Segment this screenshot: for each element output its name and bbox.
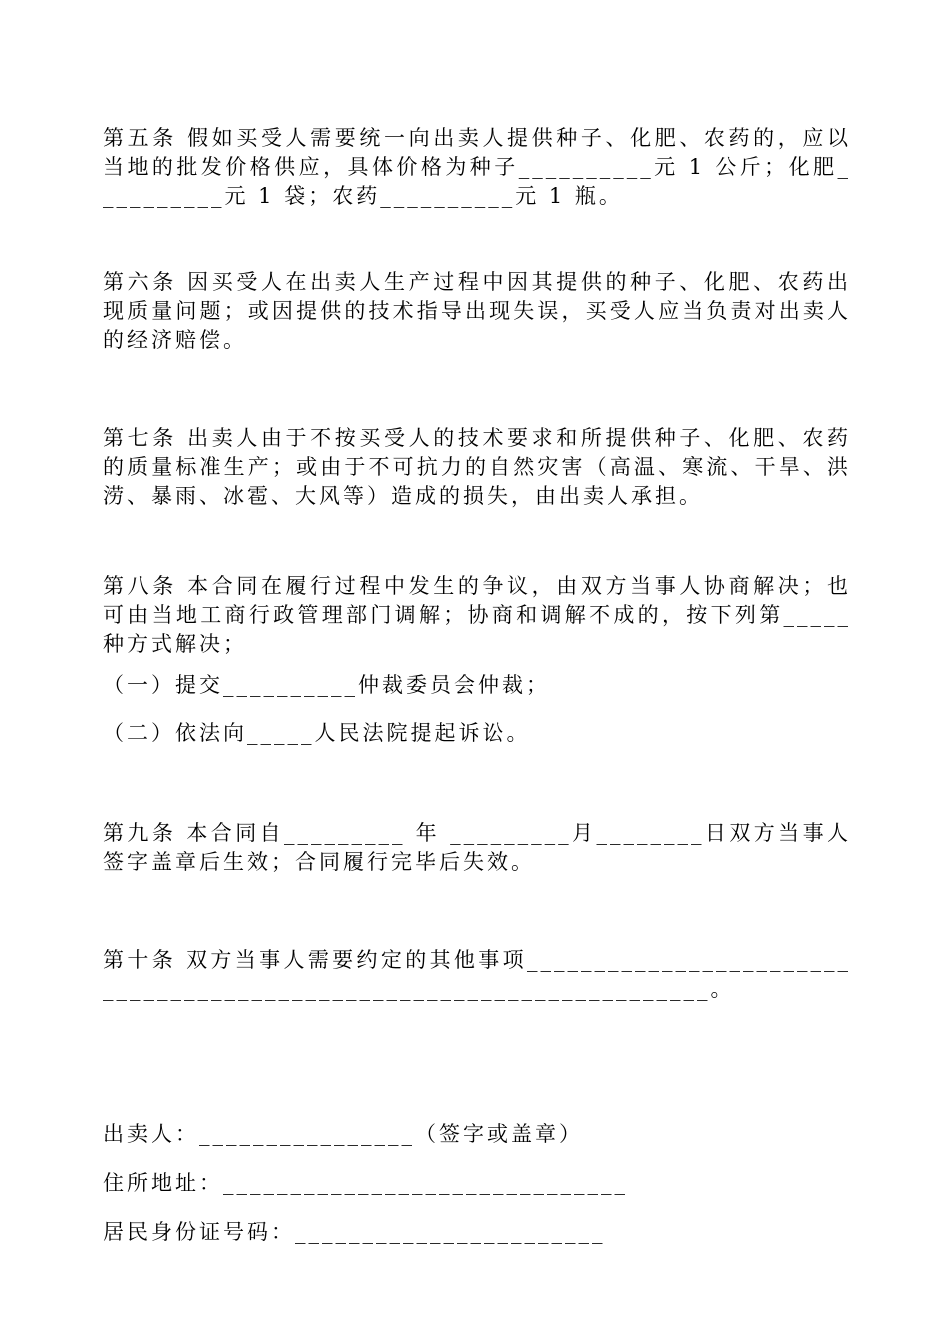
clause-10: 第十条 双方当事人需要约定的其他事项_____________________________________________________________________。 — [103, 948, 851, 1001]
clause-8: 第八条 本合同在履行过程中发生的争议，由双方当事人协商解决；也可由当地工商行政管理部门调解；协商和调解不成的，按下列第_____种方式解决； — [103, 574, 851, 656]
address-line: 住所地址：______________________________ — [103, 1171, 628, 1195]
seller-signature-line: 出卖人：________________（签字或盖章） — [103, 1122, 583, 1146]
dispute-option-2: （二）依法向_____人民法院提起诉讼。 — [103, 721, 531, 745]
clause-7: 第七条 出卖人由于不按买受人的技术要求和所提供种子、化肥、农药的质量标准生产；或由于不可抗力的自然灾害（高温、寒流、干旱、洪涝、暴雨、冰雹、大风等）造成的损失，由出卖人承担。 — [103, 426, 851, 508]
clause-9: 第九条 本合同自_________ 年 _________月________日双方当事人签字盖章后生效；合同履行完毕后失效。 — [103, 821, 851, 874]
dispute-option-1: （一）提交__________仲裁委员会仲裁； — [103, 673, 550, 697]
clause-5: 第五条 假如买受人需要统一向出卖人提供种子、化肥、农药的，应以当地的批发价格供应，具体价格为种子__________元 1 公斤；化肥__________元 1 袋；农药__________元 1 瓶。 — [103, 126, 851, 208]
id-number-line: 居民身份证号码：_______________________ — [103, 1220, 606, 1244]
clause-6: 第六条 因买受人在出卖人生产过程中因其提供的种子、化肥、农药出现质量问题；或因提供的技术指导出现失误，买受人应当负责对出卖人的经济赔偿。 — [103, 270, 851, 352]
